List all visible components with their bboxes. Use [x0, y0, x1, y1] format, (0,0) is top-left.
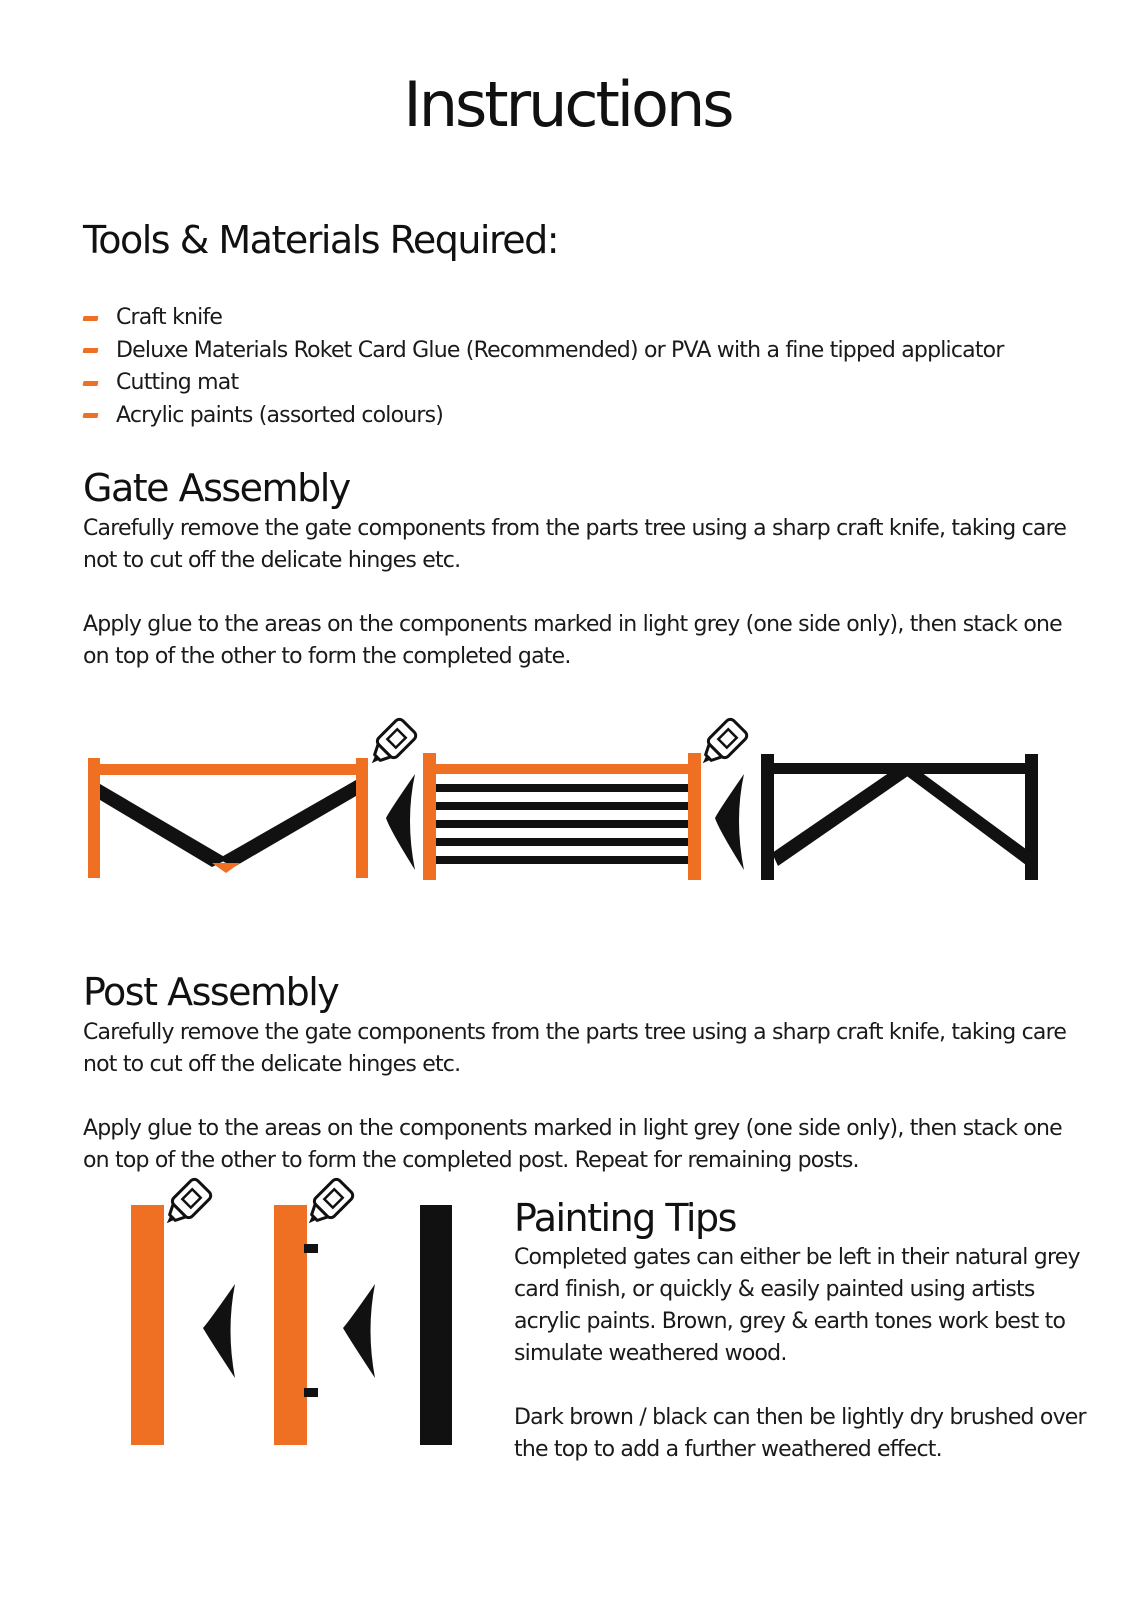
tools-list — [83, 302, 1004, 432]
page-title: Instructions — [403, 68, 732, 141]
arrow-icon — [203, 1284, 235, 1378]
gate-part-1 — [88, 717, 418, 878]
gate-part-3 — [761, 754, 1038, 880]
list-item — [83, 335, 1004, 368]
post-assembly-heading: Post Assembly — [83, 970, 339, 1014]
bullet-icon — [83, 348, 99, 353]
post-assembly-diagram — [0, 1180, 500, 1460]
list-item — [83, 367, 1004, 400]
gate-paragraph-1: Carefully remove the gate components from the parts tree using a sharp craft knife, taking care not to cut off the delicate hinges etc. — [83, 516, 1067, 573]
gate-paragraph-2: Apply glue to the areas on the components marked in light grey (one side only), then stack one on top of the other to form the completed gate. — [83, 612, 1062, 669]
list-item-label: Deluxe Materials Roket Card Glue (Recommended) or PVA with a fine tipped applicator — [116, 337, 1004, 363]
painting-tips-heading: Painting Tips — [514, 1196, 736, 1240]
list-item-label: Acrylic paints (assorted colours) — [116, 402, 444, 428]
list-item-label: Craft knife — [116, 305, 223, 331]
painting-paragraph-1: Completed gates can either be left in their natural grey card finish, or quickly & easily painted using artists acrylic paints. Brown, grey & earth tones work best to simulate weathered wood. — [514, 1245, 1080, 1366]
post-paragraph-2: Apply glue to the areas on the components marked in light grey (one side only), then stack one on top of the other to form the completed post. Repeat for remaining posts. — [83, 1116, 1062, 1173]
gate-assembly-heading: Gate Assembly — [83, 466, 350, 510]
post-part-1 — [131, 1177, 213, 1445]
list-item-label: Cutting mat — [116, 370, 239, 396]
bullet-icon — [83, 413, 99, 418]
post-part-3 — [420, 1205, 452, 1445]
list-item — [83, 400, 1004, 433]
arrow-icon — [715, 774, 744, 870]
painting-paragraph-2: Dark brown / black can then be lightly dry brushed over the top to add a further weathered effect. — [514, 1405, 1086, 1462]
gate-assembly-diagram — [0, 720, 1135, 920]
bullet-icon — [83, 316, 99, 321]
arrow-icon — [386, 774, 415, 870]
tools-heading: Tools & Materials Required: — [83, 218, 559, 262]
bullet-icon — [83, 381, 99, 386]
post-part-2 — [274, 1177, 355, 1445]
arrow-icon — [343, 1284, 375, 1378]
post-paragraph-1: Carefully remove the gate components from the parts tree using a sharp craft knife, taking care not to cut off the delicate hinges etc. — [83, 1020, 1067, 1077]
list-item — [83, 302, 1004, 335]
gate-part-2 — [423, 717, 749, 880]
